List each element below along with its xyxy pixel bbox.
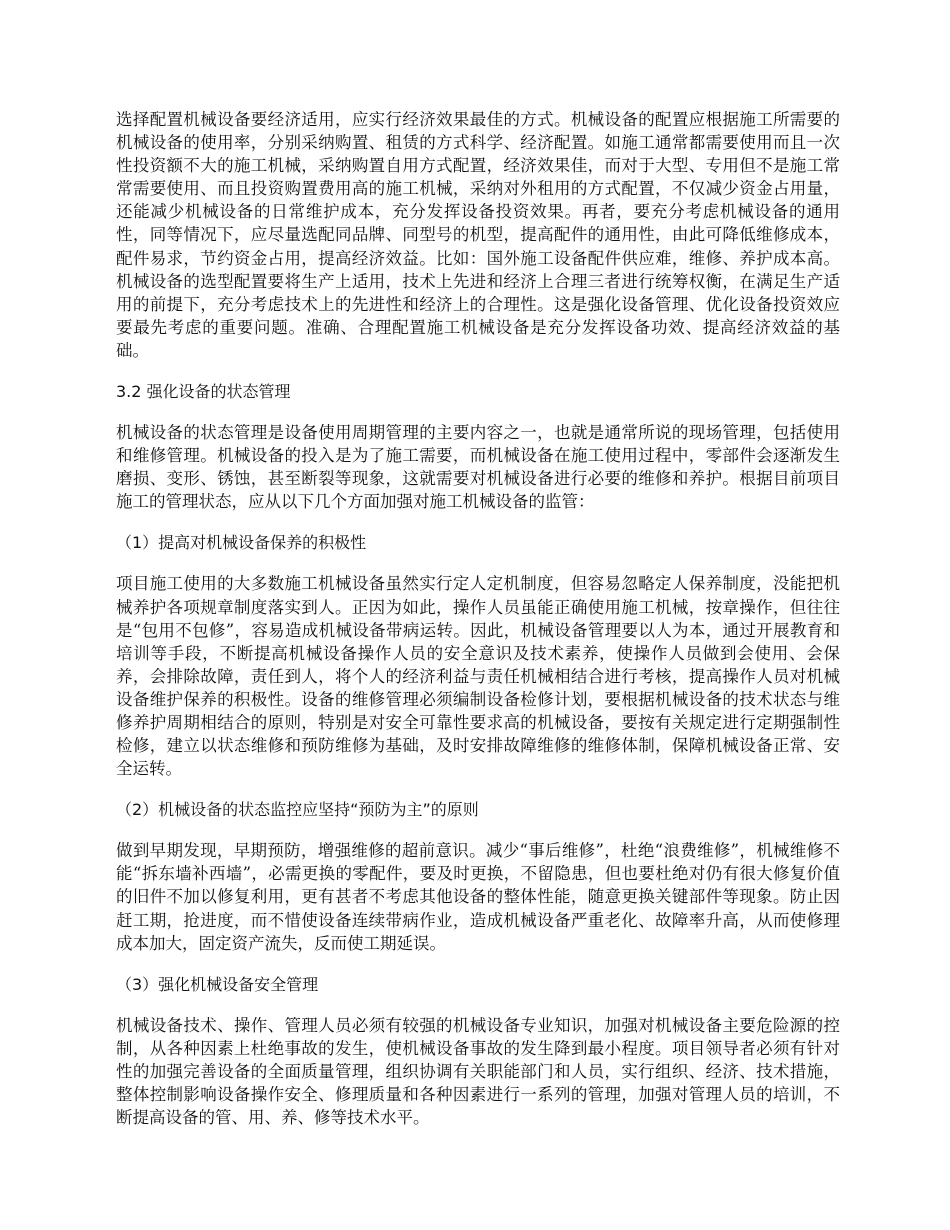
item2-heading: （2）机械设备的状态监控应坚持“预防为主”的原则 bbox=[116, 800, 479, 820]
item3-paragraph: 机械设备技术、操作、管理人员必须有较强的机械设备专业知识，加强对机械设备主要危险源的控制，从各种因素上杜绝事故的发生，使机械设备事故的发生降到最小程度。项目领导者必须有针对性的加强完善设备的全面质量管理，组织协调有关职能部门和人员，实行组织、经济、技术措施，整体控制影响设备操作安全、修理质量和各种因素进行一系列的管理，加强对管理人员的培训，不断提高设备的管、用、养、修等技术水平。 bbox=[116, 1015, 840, 1128]
section-heading: 3.2 强化设备的状态管理 bbox=[116, 382, 291, 402]
item3-heading: （3）强化机械设备安全管理 bbox=[116, 974, 319, 994]
item1-paragraph: 项目施工使用的大多数施工机械设备虽然实行定人定机制度，但容易忽略定人保养制度，没能把机械养护各项规章制度落实到人。正因为如此，操作人员虽能正确使用施工机械，按章操作，但往往是“包用不包修”，容易造成机械设备带病运转。因此，机械设备管理要以人为本，通过开展教育和培训等手段，不断提高机械设备操作人员的安全意识及技术素养，使操作人员做到会使用、会保养，会排除故障，责任到人，将个人的经济利益与责任机械相结合进行考核，提高操作人员对机械设备维护保养的积极性。设备的维修管理必须编制设备检修计划，要根据机械设备的技术状态与维修养护周期相结合的原则，特别是对安全可靠性要求高的机械设备，要按有关规定进行定期强制性检修，建立以状态维修和预防维修为基础，及时安排故障维修的维修体制，保障机械设备正常、安全运转。 bbox=[116, 574, 840, 779]
item1-heading: （1）提高对机械设备保养的积极性 bbox=[116, 533, 367, 553]
document-page bbox=[116, 108, 840, 1147]
section-paragraph: 机械设备的状态管理是设备使用周期管理的主要内容之一，也就是通常所说的现场管理，包括使用和维修管理。机械设备的投入是为了施工需要，而机械设备在施工使用过程中，零部件会逐渐发生磨损、变形、锈蚀，甚至断裂等现象，这就需要对机械设备进行必要的维修和养护。根据目前项目施工的管理状态，应从以下几个方面加强对施工机械设备的监管： bbox=[116, 423, 840, 512]
item2-paragraph: 做到早期发现，早期预防，增强维修的超前意识。减少“事后维修”，杜绝“浪费维修”，机械维修不能“拆东墙补西墙”，必需更换的零配件，要及时更换，不留隐患，但也要杜绝对仍有很大修复价值的旧件不加以修复利用，更有甚者不考虑其他设备的整体性能，随意更换关键部件等现象。防止因赶工期，抢进度，而不惜使设备连续带病作业，造成机械设备严重老化、故障率升高，从而使修理成本加大，固定资产流失，反而使工期延误。 bbox=[116, 841, 840, 953]
intro-paragraph: 选择配置机械设备要经济适用，应实行经济效果最佳的方式。机械设备的配置应根据施工所需要的机械设备的使用率，分别采纳购置、租赁的方式科学、经济配置。如施工通常都需要使用而且一次性投资额不大的施工机械，采纳购置自用方式配置，经济效果佳，而对于大型、专用但不是施工常常需要使用、而且投资购置费用高的施工机械，采纳对外租用的方式配置，不仅减少资金占用量，还能减少机械设备的日常维护成本，充分发挥设备投资效果。再者，要充分考虑机械设备的通用性，同等情况下，应尽量选配同品牌、同型号的机型，提高配件的通用性，由此可降低维修成本，配件易求，节约资金占用，提高经济效益。比如：国外施工设备配件供应难，维修、养护成本高。机械设备的选型配置要将生产上适用，技术上先进和经济上合理三者进行统筹权衡，在满足生产适用的前提下，充分考虑技术上的先进性和经济上的合理性。这是强化设备管理、优化设备投资效应要最先考虑的重要问题。准确、合理配置施工机械设备是充分发挥设备功效、提高经济效益的基础。 bbox=[116, 110, 840, 360]
